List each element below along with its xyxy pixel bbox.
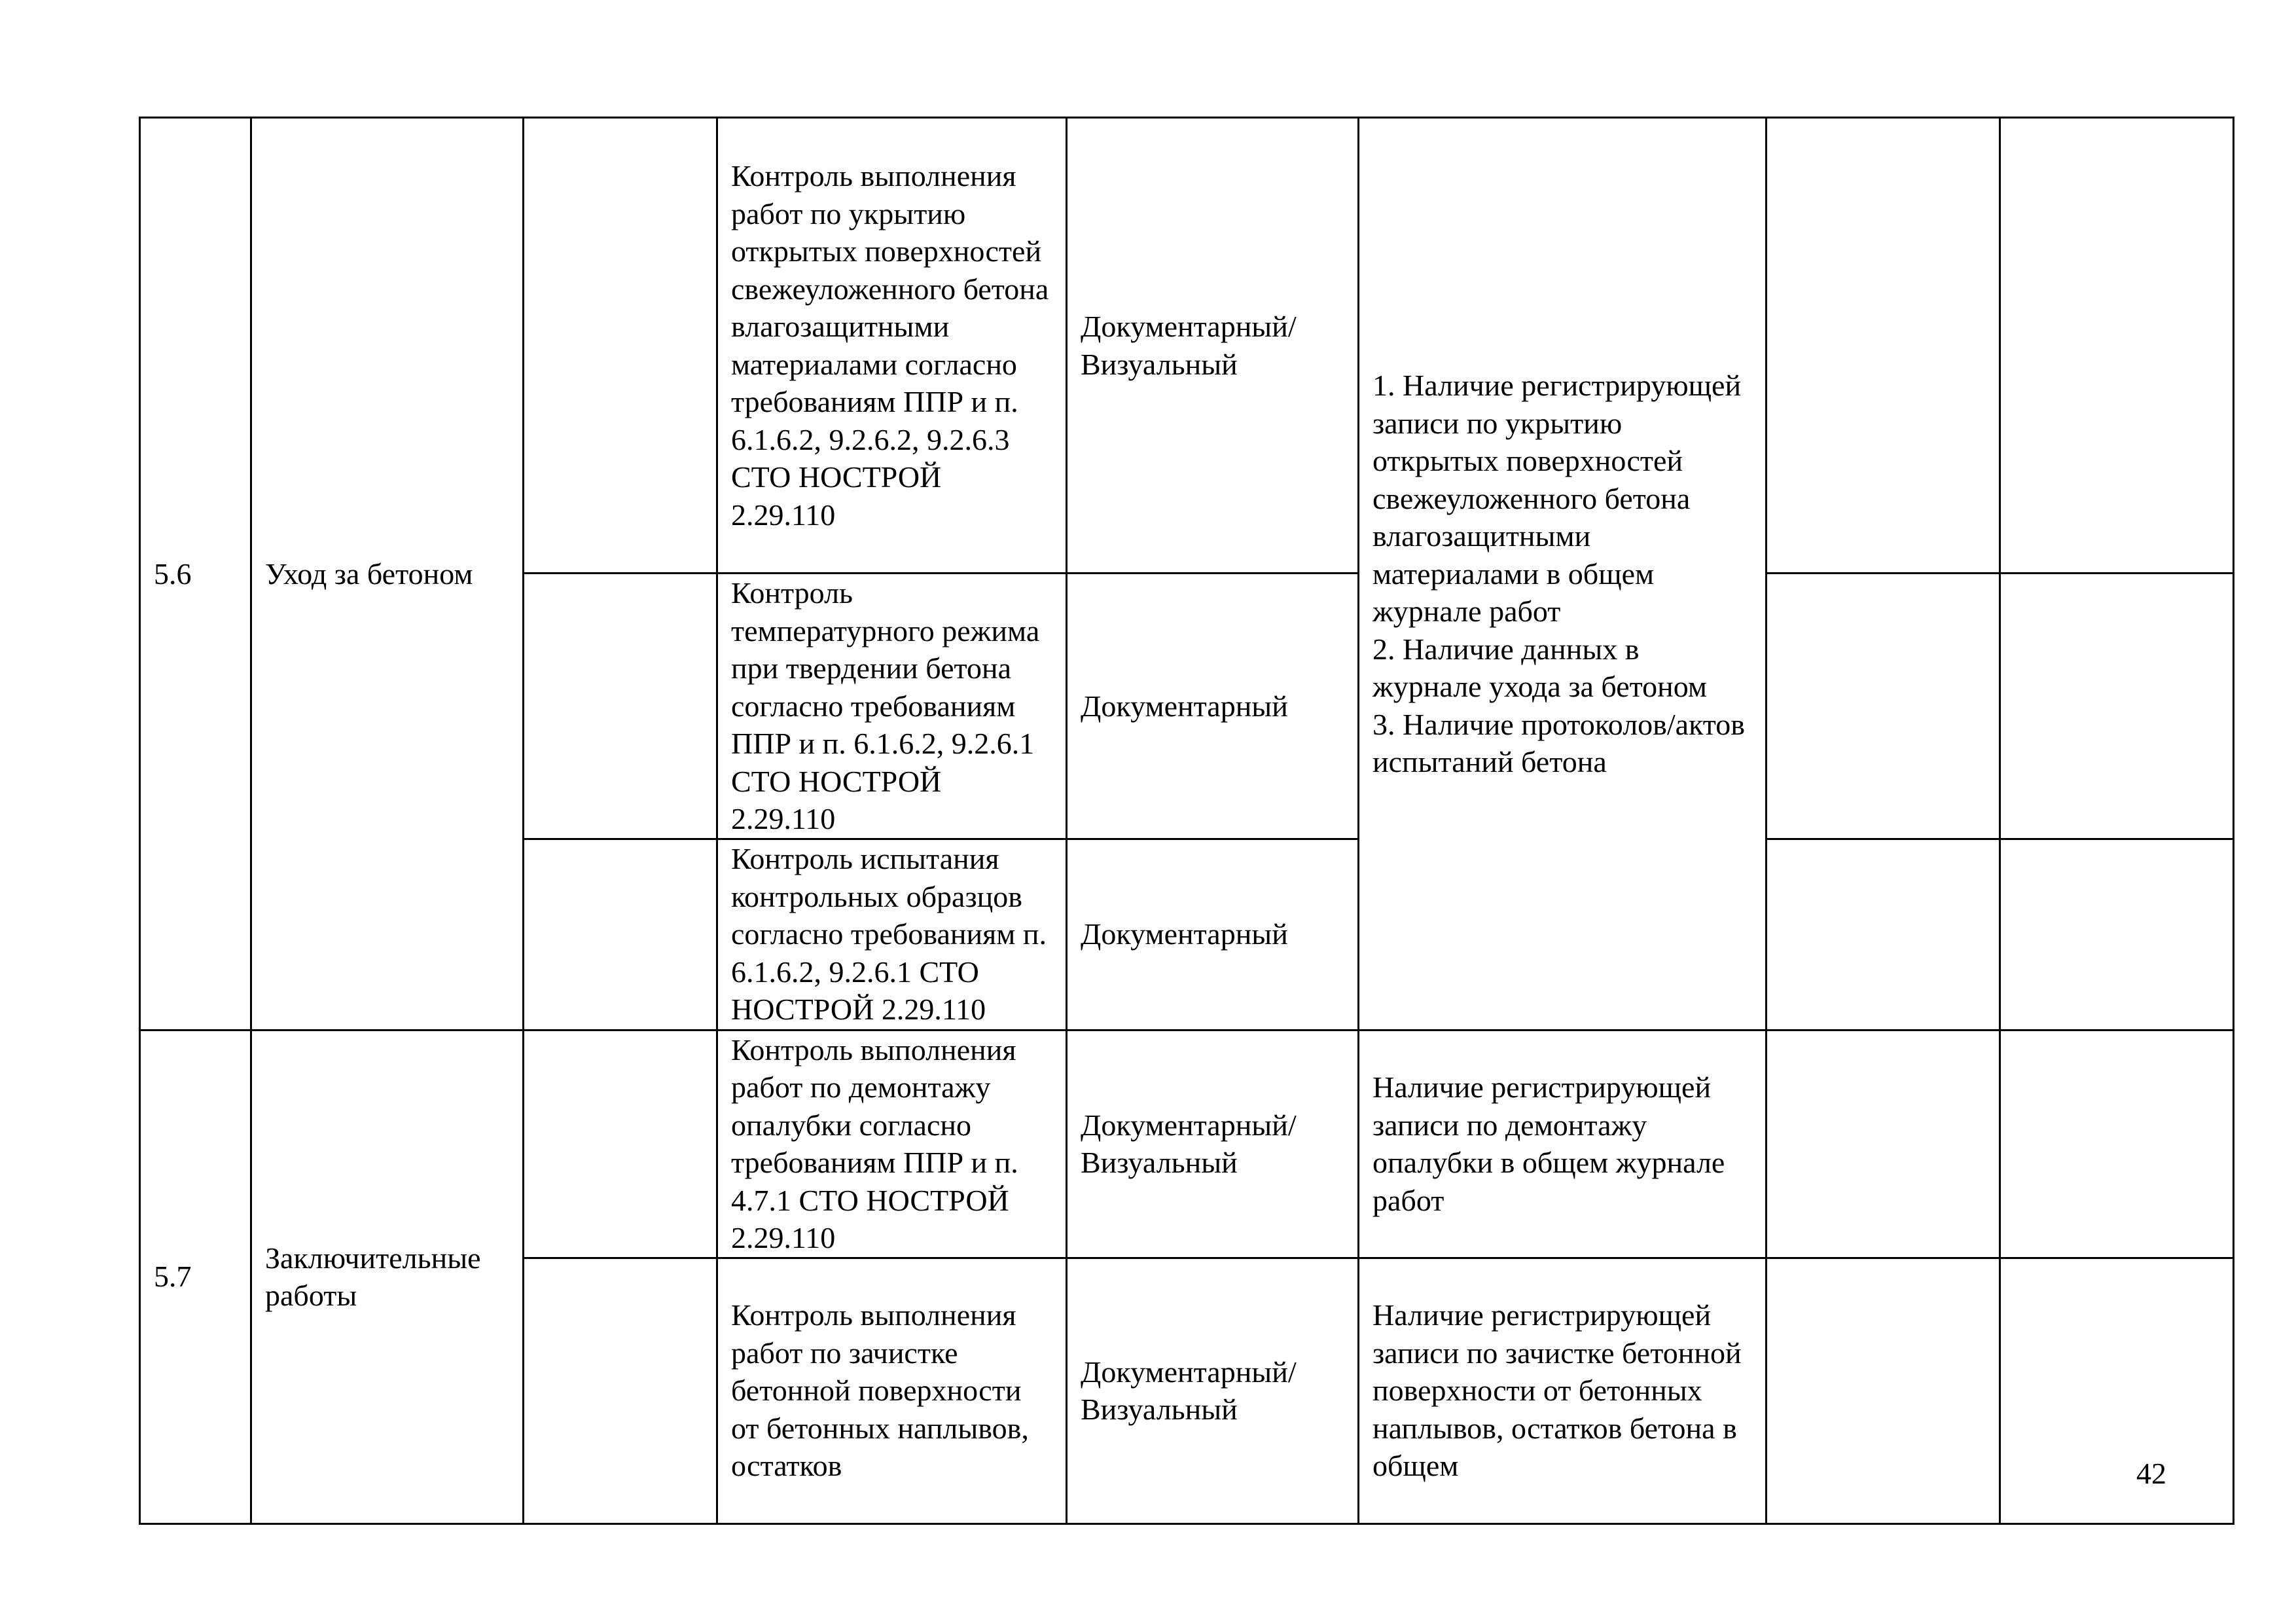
operation-cell: Контроль температурного режима при твердении бетона согласно требованиям ППР и п. 6.1.6.2, 9.2.6.1 СТО НОСТРОЙ 2.29.110 [717, 574, 1067, 839]
empty-cell [2000, 839, 2234, 1030]
empty-cell [2000, 1258, 2234, 1523]
operation-cell: Контроль выполнения работ по демонтажу опалубки согласно требованиям ППР и п. 4.7.1 СТО НОСТРОЙ 2.29.110 [717, 1030, 1067, 1258]
requirement-text: Наличие регистрирующей записи по зачистке бетонной поверхности от бетонных наплывов, остатков бетона в общем [1372, 1298, 1742, 1482]
empty-cell [524, 1258, 717, 1523]
empty-cell [1767, 574, 2000, 839]
page-number: 42 [2136, 1457, 2166, 1490]
empty-cell [524, 574, 717, 839]
operation-cell: Контроль выполнения работ по укрытию открытых поверхностей свежеуложенного бетона влагозащитными материалами согласно требованиям ППР и п. 6.1.6.2, 9.2.6.2, 9.2.6.3 СТО НОСТРОЙ 2.29.110 [717, 118, 1067, 574]
operation-text: Контроль выполнения работ по зачистке бетонной поверхности от бетонных наплывов, остатков [731, 1298, 1029, 1482]
stage-name-cell: Уход за бетоном [251, 118, 524, 1030]
method-cell: Документарный [1067, 839, 1359, 1030]
empty-cell [524, 118, 717, 574]
empty-cell [524, 1030, 717, 1258]
empty-cell [2000, 1030, 2234, 1258]
table-row [140, 118, 2234, 574]
empty-cell [1767, 1030, 2000, 1258]
table-row [140, 1030, 2234, 1258]
empty-cell [524, 839, 717, 1030]
empty-cell [1767, 1258, 2000, 1523]
requirement-cell [1359, 1258, 1767, 1523]
method-cell: Документарный [1067, 574, 1359, 839]
method-cell: Документарный/ Визуальный [1067, 118, 1359, 574]
row-number-cell: 5.6 [140, 118, 251, 1030]
method-cell: Документарный/ Визуальный [1067, 1258, 1359, 1523]
requirement-cell: 1. Наличие регистрирующей записи по укрытию открытых поверхностей свежеуложенного бетона влагозащитными материалами в общем журнале работ 2. Наличие данных в журнале ухода за бетоном 3. Наличие протоколов/актов испытаний бетона [1359, 118, 1767, 1030]
requirement-cell: Наличие регистрирующей записи по демонтажу опалубки в общем журнале работ [1359, 1030, 1767, 1258]
empty-cell [1767, 118, 2000, 574]
quality-control-table [139, 117, 2234, 1525]
empty-cell [2000, 118, 2234, 574]
stage-name-cell: Заключительные работы [251, 1030, 524, 1523]
method-cell: Документарный/ Визуальный [1067, 1030, 1359, 1258]
operation-cell: Контроль испытания контрольных образцов согласно требованиям п. 6.1.6.2, 9.2.6.1 СТО НОСТРОЙ 2.29.110 [717, 839, 1067, 1030]
empty-cell [1767, 839, 2000, 1030]
empty-cell [2000, 574, 2234, 839]
operation-cell [717, 1258, 1067, 1523]
row-number-cell: 5.7 [140, 1030, 251, 1523]
